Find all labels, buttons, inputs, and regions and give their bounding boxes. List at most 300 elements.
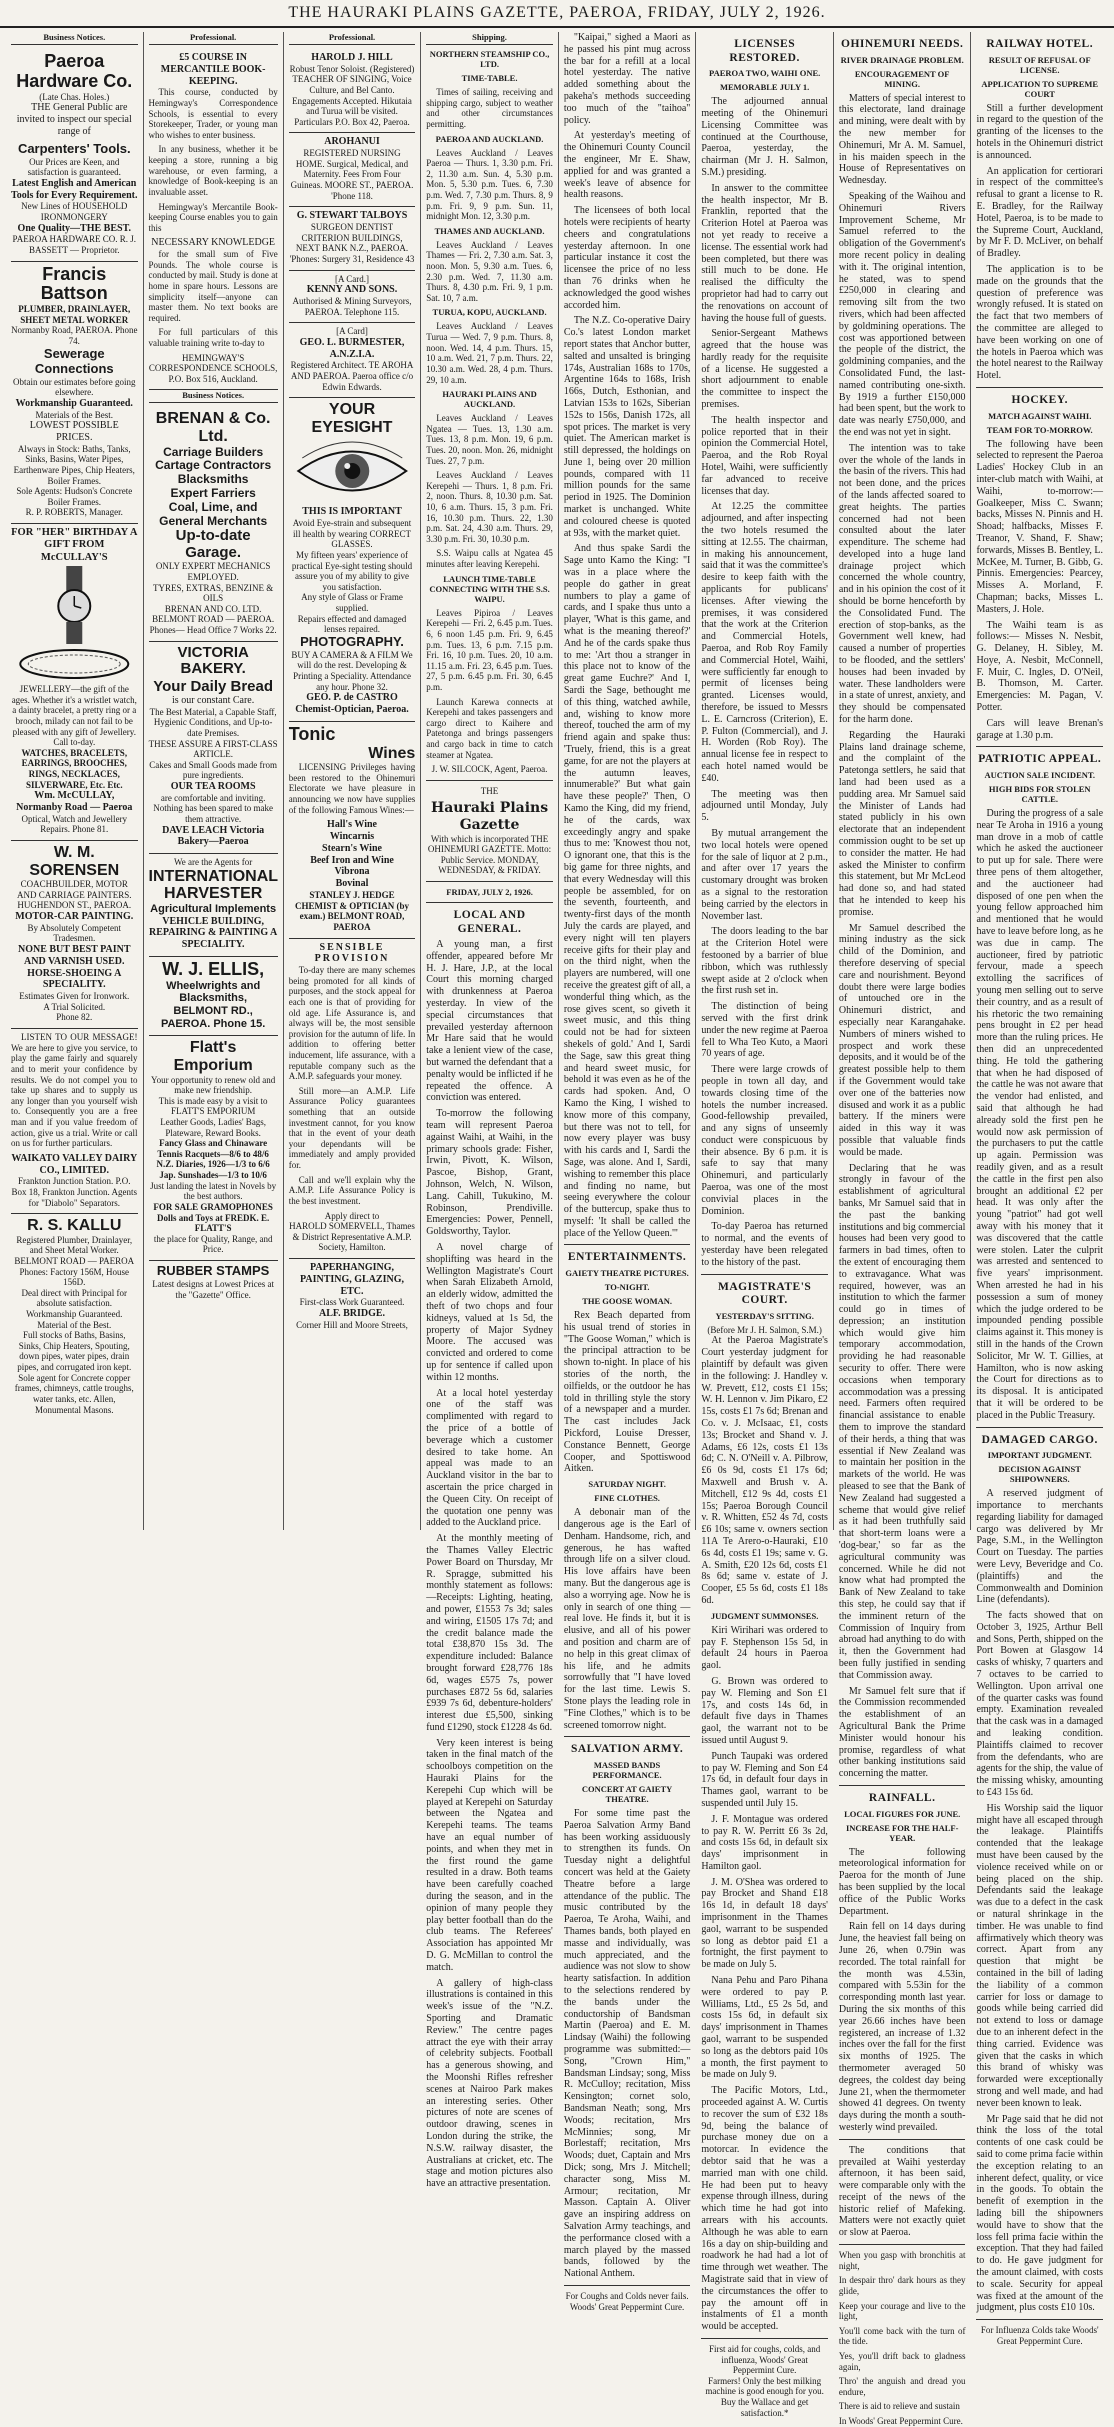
gazette-the: THE xyxy=(480,785,499,796)
divider xyxy=(839,2244,966,2245)
article-subtitle: LOCAL FIGURES FOR JUNE. xyxy=(844,1808,961,1819)
poem-line: In despair thro' dark hours as they glide, xyxy=(838,2275,966,2296)
article-paragraph: At the Paeroa Magistrate's Court yesterday judgment for plaintiff by default was given in the following: J. Handley v. W. Prevett, £12, costs £1 15s; W. H. Lennon v. Jim Pikaro, £2 15s, costs £1 7s 6d; Brenan and Co. v. J. McIsaac, £1, costs 13s; Brocket and Shand v. J. Adams, £6 12s, costs £1 13s 6d; C. N. O'Neill v. A. Pilbrow, £6 0s 9d, costs £1 17s 6d; Maxwell and Brush v. A. Mitchell, £12 9s 4d, costs £1 15s; Paeroa Borough Council v. R. Whitten, £52 4s 7d, costs £6 10s; same v. owners section 11A Te Arero-o-Hauraki, £10 6s 4d, costs £1 19s; same v. G. A. Smith, £20 12s 6d, costs £1 8s 6d; same v. estate of J. Cooper, £5 5s 6d, costs £1 18s 6d. xyxy=(701,1335,828,1606)
route-note: Launch Karewa connects at Kerepehi and takes passengers and cargo direct to Kaihere and Patetonga and brings passengers and cargo back in time to catch steamer at Ngatea. xyxy=(426,696,553,760)
article-subtitle: GAIETY THEATRE PICTURES. xyxy=(565,1268,689,1279)
ad-trial: A Trial Solicited. xyxy=(43,1001,106,1012)
ad-care: is our constant Care. xyxy=(172,694,255,706)
ad-line: Expert Farriers xyxy=(170,486,256,501)
article-paragraph: The application is to be made on the grounds that the question of preference was wrongly refused. It is stated on the fact that two members of the committee are alleged to have been working on one of the hotels in Paeroa which was the hotel nearest to the Railway Hotel. xyxy=(976,263,1104,382)
route-title: LAUNCH TIME-TABLE CONNECTING WITH THE S.S. WAIPU. xyxy=(429,573,550,604)
ad-body: For full particulars of this valuable training write to-day to xyxy=(148,327,278,348)
divider xyxy=(564,1244,691,1245)
poem-line: Yes, you'll drift back to gladness again, xyxy=(838,2350,966,2372)
ad-line: General Merchants xyxy=(159,513,268,528)
poem-line: In Woods' Great Peppermint Cure. xyxy=(838,2416,963,2426)
gazette-date: FRIDAY, JULY 2, 1926. xyxy=(446,886,533,897)
ad-important: THIS IS IMPORTANT xyxy=(302,506,402,518)
article-paragraph: The intention was to take over the whole of the lands in the basin of the rivers. This had not been done, and the prices of the lands affected soared to great heights. The parties concerned had not been consulted about the later expenditure. The scheme had developed into a huge land drainage project which concerned the whole country, and in his opinion the cost of it should be borne henceforth by the Consolidated Fund. The erection of stop-banks, as the Government well knew, had caused a number of properties to be flooded, and the settlers' houses had been invaded by water. These landholders were in a state of unrest, anxiety, and they should be compensated for the harm done. xyxy=(838,442,966,726)
divider xyxy=(426,881,553,882)
ad-title: PAPERHANGING, PAINTING, GLAZING, ETC. xyxy=(300,1261,404,1297)
ad-international-harvester xyxy=(149,854,278,957)
ad-title: RUBBER STAMPS xyxy=(156,1262,270,1278)
ad-deal: Deal direct with Principal for absolute satisfaction. Workmanship Guaranteed. xyxy=(21,1287,127,1320)
article-subtitle: JUDGMENT SUMMONSES. xyxy=(710,1610,819,1621)
ad-paperhanging xyxy=(289,1259,416,1335)
article-subtitle: AUCTION SALE INCIDENT. xyxy=(984,770,1096,781)
column-6 xyxy=(696,32,834,2418)
divider xyxy=(976,1427,1103,1428)
ad-signature: PAEROA HARDWARE CO. R. J. BASSETT — Proprietor. xyxy=(12,234,136,255)
ad-agents: Sole Agents: Hudson's Concrete Boiler Frames. xyxy=(16,486,133,507)
ad-list: WATCHES, BRACELETS, EARRINGS, BROOCHES, RINGS, NECKLACES, SILVERWARE, Etc. Etc. xyxy=(21,747,128,790)
ad-address: BELMONT RD., PAEROA. Phone 15. xyxy=(160,1005,266,1030)
article-paragraph: A young man, a first offender, appeared before Mr H. J. Hare, J.P., at the local Court this morning charged with drunkenness at Paeroa yesterday. In view of the special circumstances that prevailed yesterday afternoon Mr Hare said that he would take a lenient view of the case, but warned the defendant that a penalty would be inflicted if he repeated the offence. A conviction was entered. xyxy=(426,939,553,1104)
ad-latest: Just landing the latest in Novels by the best authors. xyxy=(150,1180,277,1202)
ad-necessary: NECESSARY KNOWLEDGE xyxy=(151,237,276,249)
ad-wine-item: Bovinal xyxy=(335,878,369,890)
ad-body: Latest designs at Lowest Prices at the "Gazette" Office. xyxy=(152,1278,274,1300)
article-paragraph: The Pacific Motors, Ltd., proceeded against A. W. Curtis to recover the sum of £32 18s 9d, being the balance of purchase money due on a motorcar. In evidence the debtor said that he was a married man with one child. He had been put to heavy expense through illness, during which time he had got into arrears with his accounts. Although he was able to earn 16s a day on ship-building and roadwork he had had a lot of time through wet weather. The Magistrate said that in view of the circumstances the offer to pay the amount off in instalments of £1 a month would be accepted. xyxy=(701,2085,828,2333)
ad-tonic-wines xyxy=(289,722,416,939)
article-subtitle: MASSED BANDS PERFORMANCE. xyxy=(592,1759,662,1780)
article-paragraph: His Worship said the liquor might have all escaped through the leakage. Plaintiffs contended that the leakage must have been caused by the violence received while on or being placed on the ship. Defendants said the leakage was due to a defect in the cask or natural shrinkage in the timber. He was unable to find affirmatively which theory was correct. Apart from any question that might be contained in the bill of lading the liability of a common carrier for loss or damage to goods while being carried did not extend to loss or damage due to an inherent defect in the thing carried. Evidence was given that the casks in which this brand of whisky was forwarded were exceptionally strong and well made, and had never been known to leak. xyxy=(976,1802,1104,2109)
ad-body: JEWELLERY—the gift of the ages. Whether it's a wristlet watch, a dainty bracelet, a pretty ring or a brooch, milady can not fail to be pleased with any gift of Jewellery. Call to-day. xyxy=(11,684,137,748)
article-title: MAGISTRATE'S COURT. xyxy=(717,1280,812,1307)
article-title: LICENSES RESTORED. xyxy=(729,38,800,64)
article-paragraph: Declaring that he was strongly in favour of the establishment of agricultural banks, Mr Samuel said that in the past the banking institutions and big commercial houses had been very good to farmers in bad times, often to the extent of encouraging them to extravagance. What was required, however, was an institution to which the farmer could go in times of depression; an institution which would give him temporary accommodation, providing he had reasonable security to offer. There were occasions when temporary accommodation was a pressing need. Farmers often required financial assistance to enable them to improve the standard of their herds, a thing that was essential if New Zealand was to maintain her position in the markets of the world. He was pleased to see that the Bank of New Zealand had suggested a scheme that would give relief as it had been truthfully said that short-term loans were a 'dog-bear,' so far as the agricultural community was concerned. While he did not know what had prompted the Bank of New Zealand to take this step, he could say that if the imminent return of the Commission of Inquiry from abroad had anything to do with it, then the Government had been fully justified in sending that Commission away. xyxy=(838,1162,966,1681)
ad-mccullay xyxy=(11,524,138,841)
ad-title: FOR "HER" BIRTHDAY A GIFT FROM McCULLAY'S xyxy=(11,526,138,563)
ad-sewerage: Sewerage Connections xyxy=(34,345,114,376)
ad-rooms-sub: are comfortable and inviting. Nothing has been spared to make them attractive. xyxy=(153,792,273,825)
article-paragraph: The conditions that prevailed at Waihi yesterday afternoon, it has been said, were comparable only with the receipt of the news of the historic relief of Mafeking. Matters were not exactly quiet or slow at Paeroa. xyxy=(838,2144,966,2239)
ad-phones: Phones: Factory 156M, House 156D. xyxy=(19,1266,130,1288)
ad-shop: This is made easy by a visit to FLATT'S EMPORIUM xyxy=(158,1095,268,1117)
ad-phones: Phones— Head Office 7 Works 22. xyxy=(149,625,277,636)
ad-workmanship: Workmanship Guaranteed. xyxy=(15,397,133,409)
ad-signature: HAROLD SOMERVELL, Thames & District Representative A.M.P. Society, Hamilton. xyxy=(289,1221,415,1253)
ad-body: Registered Architect. TE AROHA AND PAEROA. Paeroa office c/o Edwin Edwards. xyxy=(290,360,414,392)
woods-ad: For Coughs and Colds never fails. Woods' Great Peppermint Cure. xyxy=(565,2290,689,2312)
divider xyxy=(976,387,1103,388)
ad-signature: STANLEY J. HEDGE CHEMIST & OPTICIAN (by exam.) BELMONT ROAD, PAEROA xyxy=(294,890,410,932)
article-paragraph: To-day Paeroa has returned to normal, and the events of yesterday have been relegated to the history of the past. xyxy=(701,1221,828,1268)
article-paragraph: Very keen interest is being taken in the final match of the schoolboys competition on the Hauraki Plains for the Kerepehi Cup which will be played at Kerepehi on Saturday between the Ngatea and Kerepehi teams. The teams have an equal number of points, and when they met in the first round the game resulted in a draw. Both teams have been carefully coached during the season, and in the opinion of many people they play better football than do the club teams. The Referees' Association has appointed Mr D. G. McMillan to control the match. xyxy=(426,1737,553,1973)
ad-gramophones: FOR SALE GRAMOPHONES Dolls and Toys at FREDK. E. FLATT'S xyxy=(153,1201,273,1234)
route-note: S.S. Waipu calls at Ngatea 45 minutes after leaving Kerepehi. xyxy=(426,548,553,570)
ad-title: Flatt's Emporium xyxy=(173,1039,253,1074)
ad-body: Still more—an A.M.P. Life Assurance Policy guarantees something that an outside investment cannot, for you know that in the event of your death your dependants will be immediately and amply provided for. xyxy=(288,1085,416,1171)
article-subtitle: CONCERT AT GAIETY THEATRE. xyxy=(581,1784,673,1805)
ad-body: Any style of Glass or Frame supplied. xyxy=(301,592,403,614)
article-paragraph: Kiri Wirihari was ordered to pay F. Stephenson 15s 5d, in default 24 hours in Paeroa gaol. xyxy=(701,1624,828,1672)
article-subtitle: TEAM FOR TO-MORROW. xyxy=(986,424,1093,435)
ad-new-lines: New Lines of HOUSEHOLD IRONMONGERY xyxy=(21,201,128,222)
article-title: RAILWAY HOTEL. xyxy=(986,38,1094,50)
ad-signature: HEMINGWAY'S CORRESPONDENCE SCHOOLS, P.O. Box 516, Auckland. xyxy=(148,352,278,384)
route-title: HAURAKI PLAINS AND AUCKLAND. xyxy=(442,389,537,410)
article-title: OHINEMURI NEEDS. xyxy=(841,38,964,50)
article-paragraph: Speaking of the Waihou and Ohinemuri Rivers Improvement Scheme, Mr Samuel referred to the obligation of the Government's more recent policy in dealing with it. The original intention, he stated, was to spend £250,000 in clearing and removing silt from the two rivers, which had been affected by goldmining operations. The cost was apportioned between the people of the district, the goldmining companies, and the Consolidated Fund, the last-named contributing one-sixth. By 1919 a further £150,000 had been spent, but the work to date was nearly £750,000, and the end was not yet in sight. xyxy=(838,190,966,438)
article-subtitle: MATCH AGAINST WAIHI. xyxy=(988,410,1092,421)
ad-address: Corner Hill and Moore Streets, xyxy=(296,1319,408,1330)
shipping-note: Times of sailing, receiving and shipping cargo, subject to weather and other circumstances permitting. xyxy=(426,87,553,129)
woods-ad: First aid for coughs, colds, and influenza, Woods' Great Peppermint Cure. xyxy=(709,2343,821,2376)
ad-cakes: Cakes and Small Goods made from pure ingredients. xyxy=(149,759,277,781)
ad-body: LISTEN TO OUR MESSAGE! We are here to give you service, to play the game fairly and squarely and to merit your confidence by results. We do not compel you to take up shares and to supply us any longer than you yourself wish to. Consequently you are a free man and if you value freedom of action, give us a trial. Write or call on us for further particulars. xyxy=(11,1032,138,1149)
ad-body: REGISTERED NURSING HOME. Surgical, Medical, and Maternity. Fees From Four Guineas. MOORE ST., PAEROA. 'Phone 118. xyxy=(290,148,414,201)
article-subtitle: THE GOOSE WOMAN. xyxy=(582,1296,673,1307)
column-header: Shipping. xyxy=(426,32,553,45)
poem-line: Keep your courage and live to the light, xyxy=(838,2300,966,2322)
article-paragraph: For some time past the Paeroa Salvation Army Band has been working assiduously to strengthen its funds. On Tuesday night a delightful concert was held at the Gaiety Theatre before a large attendance of the public. The music contributed by the Paeroa, Te Aroha, Waihi, and Thames bands, both played en masse and individually, was much appreciated, and the audience was not slow to show hearty satisfaction. In addition to the selections rendered by the bands under the conductorship of Bandsman Martin (Paeroa) and E. M. Lindsay (Waihi) the following programme was submitted:— Song, "Crown Him," Bandsman Lindsay; song, Miss R. McCulloy; recitation, Miss Kensington; cornet solo, Bandsman Neath; song, Mrs Woods; recitation, Mrs McMinnies; song, Mr Borlestaff; recitation, Mrs Woods; duet, Captain and Mrs Dick; song, Mrs J. Mitchell; character song, Miss M. Armour; recitation, Mr Masson. Captain A. Oliver gave an inspiring address on Salvation Army teachings, and the performance closed with a march played by the massed bands, followed by the National Anthem. xyxy=(563,1808,691,2280)
article-subtitle: MEMORABLE JULY 1. xyxy=(719,82,810,93)
article-paragraph: To-morrow the following team will represent Paeroa against Waihi, at Waihi, in the primary schools grade: Fisher, Irwin, Pivott, K. Wilson, Pascoe, Bishop, Grant, Johnson, Welch, N. Wilson, Lang. Cahill, Tukukino, M. Robinson, Prendiville. Emergencies: Power, Pennell, Goldsworthy, Taylor. xyxy=(426,1108,553,1238)
route-title: THAMES AND AUCKLAND. xyxy=(434,225,545,236)
ad-subtitle: (Late Chas. Holes.) xyxy=(39,91,110,102)
ad-trades: COACHBUILDER, MOTOR AND CARRIAGE PAINTERS. HUGHENDON ST., PAEROA. xyxy=(17,879,132,911)
route-rows: Leaves Auckland / Leaves Paeroa — Thurs. 1, 3.30 p.m. Fri. 2, 11.30 a.m. Sun. 4, 5.30 p.m. Mon. 5, 5.30 p.m. Tues. 6, 7.30 p.m. Wed. 7, 7.30 p.m. Thurs. 8, 9 p.m. Fri. 9, 9 p.m. Sun. 11, midnight Mon. 12, 3.30 p.m. xyxy=(426,147,553,222)
article-paragraph: Regarding the Hauraki Plains land drainage scheme, and the complaint of the Patetonga settlers, he said that land had been used as a pudding area. Mr Samuel said the Minister of Lands had stated publicly in his own electorate that an independent commission ought to be set up to consider the matter. He had asked the Minister to confirm this statement, but Mr McLeod had done so, and had stated that he intended to keep his promise. xyxy=(838,729,966,918)
article-title: PATRIOTIC APPEAL. xyxy=(978,753,1102,766)
ad-title: W. J. ELLIS, xyxy=(162,959,265,980)
ad-card: [A Card.] xyxy=(335,273,369,284)
ad-prices: Our Prices are Keen, and satisfaction is guaranteed. xyxy=(27,156,121,178)
ad-wine-item: Wincarnis xyxy=(329,831,375,843)
ad-trades: Wheelwrights and Blacksmiths, xyxy=(166,979,261,1005)
ad-line: Carriage Builders xyxy=(163,444,264,459)
article-paragraph: A gallery of high-class illustrations is contained in this week's issue of the "N.Z. Sporting and Dramatic Review." The centre pages attract the eye with their array of celebrity subjects. Football has a generous showing, and the Moonshi Rifles refresher scenes at Nairoo Park makes an interesting series. Other pictures of note are scenes of outdoor drawing, scenes in London during the strike, the N.S.W. railway disaster, the Australians at cricket, etc. The stage and motion pictures also have an attractive presentation. xyxy=(426,1977,553,2190)
article-paragraph: The adjourned annual meeting of the Ohinemuri Licensing Committee was continued at the Courthouse, Paeroa, yesterday, the chairman (Mr J. H. Salmon, S.M.) presiding. xyxy=(701,96,828,178)
article-paragraph: The health inspector and police reported that in their opinion the Commercial Hotel, Paeroa, and the Rob Royal Hotel, Waihi, were sufficiently far advanced to receive licenses that day. xyxy=(701,414,828,497)
ad-line: Cartage Contractors xyxy=(155,458,272,473)
ad-signature: GEO. P. de CASTRO Chemist-Optician, Paeroa. xyxy=(295,692,409,716)
ad-bread: Your Daily Bread xyxy=(153,677,274,695)
article-paragraph: The distinction of being served with the first drink under the new regime at Paeroa fell to Wha Teo Kuto, a Maori 70 years of age. xyxy=(701,1001,828,1060)
article-paragraph: Cars will leave Brenan's garage at 1.30 p.m. xyxy=(976,717,1104,741)
ad-apply: Apply direct to xyxy=(324,1210,380,1221)
ad-sub: Agricultural Implements xyxy=(150,903,277,916)
article-paragraph: The Waihi team is as follows:— Misses N. Nesbit, G. Delaney, H. Sibley, M. Hoye, A. Nesbit, McConnell, F. Muir, C. Ingles, D. O'Neil, B. Thomson, M. Carter. Emergencies: M. Pagan, V. Potter. xyxy=(976,619,1104,714)
ad-body: This course, conducted by Hemingway's Correspondence Schools, is essential to every Storekeeper, Trader, or young man who wishes to enter business. xyxy=(148,87,278,140)
article-paragraph: Matters of special interest to this electorate, land drainage and mining, were dealt with by the new member for Ohinemuri, Mr A. M. Samuel, in his maiden speech in the House of Representatives on Wednesday. xyxy=(838,92,966,187)
ad-title: G. STEWART TALBOYS xyxy=(296,210,408,222)
ad-agents: We are the Agents for xyxy=(174,857,253,868)
ad-paeroa-hardware xyxy=(11,49,138,262)
ad-wines: Wines xyxy=(368,744,416,762)
ad-trades: PLUMBER, DRAINLAYER, SHEET METAL WORKER xyxy=(18,304,131,325)
ad-title: VICTORIA BAKERY. xyxy=(177,643,249,678)
article-paragraph: During the progress of a sale near Te Aroha in 1916 a young man drove in a mob of cattle which he asked the auctioneer to put up for sale. There were three pens of them altogether, and the auctioneer had disposed of one pen when the young fellow approached him and mentioned that he would have to leave before long, as he was due in camp. The auctioneer, fired by patriotic fervour, made a speech extolling the sacrifices of young men selling out to serve their country, and as a result of his rhetoric the two remaining pens brought in £2 per head more than the ruling prices. He then did an unprecedented thing. He told the gathering that when he had disposed of the cattle he was not aware that the vendor had enlisted, and said that although he had already sold the first pen he would now ask permission of the purchasers to put the cattle up again. Permission was readily given, and as a result the cattle in the first pen also brought an additional £2 per head. It was only after the young "patriot" had got well away with his money that it was discovered that the cattle were stolen. Later the culprit was arrested and sentenced to five years' imprisonment. When arrested he had in his possession a sum of money which the judge ordered to be impounded pending possible claims against it. This money is still in the hands of the Crown Solicitor, Mr W. T. Gillies, at Hamilton, who is now asking the Court for directions as to its disposal. It is anticipated that it will be ordered to be placed in the Public Treasury. xyxy=(976,808,1104,1421)
divider xyxy=(426,902,553,903)
ad-materials: Materials of the Best. xyxy=(35,409,114,420)
article-paragraph: At a local hotel yesterday one of the staff was complimented with regard to the price of a bottle of beverage which a customer desired to take home. An appeal was made to an Auckland visitor in the bar to ascertain the price charged in the Queen City. On receipt of the quotation one penny was added to the Auckland price. xyxy=(426,1387,553,1529)
ad-sub: Frankton Junction Station. P.O. Box 18, Frankton Junction. Agents for "Diabolo" Separators. xyxy=(11,1176,138,1208)
ad-body: In any business, whether it be keeping a store, running a big warehouse, or even farming, a knowledge of Book-keeping is an invaluable asset. xyxy=(148,144,278,197)
article-paragraph: The doors leading to the bar at the Criterion Hotel were festooned by a barrier of blue ribbon, which was ruthlessly swept aside at 2 o'clock when the first rush set in. xyxy=(701,926,828,997)
divider xyxy=(839,1785,966,1786)
column-2 xyxy=(144,32,284,1530)
ad-tools: Carpenters' Tools. xyxy=(17,140,131,156)
article-subtitle: (Before Mr J. H. Salmon, S.M.) xyxy=(707,1324,822,1335)
ad-title: KENNY AND SONS. xyxy=(306,284,398,296)
ad-title: £5 COURSE IN MERCANTILE BOOK-KEEPING. xyxy=(160,52,266,87)
divider xyxy=(564,2285,691,2286)
article-subtitle: TO-NIGHT. xyxy=(604,1282,650,1293)
farmers-ad: Farmers! Only the best milking machine is good enough for you. Buy the Wallace and get satisfaction.* xyxy=(705,2375,824,2418)
ad-rubber-stamps xyxy=(149,1261,278,1305)
ad-est: Estimates Given for Ironwork. xyxy=(19,991,130,1002)
article-subtitle: HIGH BIDS FOR STOLEN CATTLE. xyxy=(988,784,1091,805)
article-paragraph: At 12.25 the committee adjourned, and after inspecting the two hotels resumed the sitting at 12.55. The chairman, in making his announcement, said that it was the committee's desire to keep faith with the applicants for publicans' licenses. After viewing the premises, it was considered that the work at the Criterion and Commercial Hotels, Paeroa, and Rob Roy Family and Commercial Hotel, Waihi, were sufficiently far enough to permit of licenses being granted. Licenses would, therefore, be issued to Messrs L. E. Carncross (Criterion), E. P. Fulton (Commercial), and J. H. Worden (Rob Roy). The annual license fee in respect to each hotel named would be £40. xyxy=(701,501,828,784)
ad-body: Hemingway's Mercantile Book-keeping Course enables you to gain this xyxy=(148,201,278,233)
ad-flatts-emporium xyxy=(149,1036,278,1261)
columns xyxy=(6,32,1108,2426)
ad-stock: Always in Stock: Baths, Tanks, Sinks, Basins, Water Pipes, Earthenware Pipes, Chip Heaters, Boiler Frames. xyxy=(13,443,135,486)
article-subtitle: IMPORTANT JUDGMENT. xyxy=(987,1450,1092,1461)
column-7 xyxy=(834,32,972,2426)
route-rows: Leaves Pipiroa / Leaves Kerepehi — Fri. 2, 6.45 p.m. Tues. 6, 6 noon 1.45 p.m. Fri. 9, 6.45 p.m. Tues. 13, 6 p.m. 7.15 p.m. Fri. 16, 10 p.m. Tues. 20, 10 a.m. 11.15 a.m. Fri. 23, 6.45 p.m. Tues. 27, 5 p.m. 6.45 p.m. Fri. 30, 6.45 p.m. xyxy=(426,607,553,692)
article-paragraph: "Kaipai," sighed a Maori as he passed his pint mug across the bar for a refill at a local hotel yesterday. The native added something about the pakeha's methods succeeding too much of the "taihoa" policy. xyxy=(563,32,691,126)
eye-illustration xyxy=(289,436,416,506)
woods-ad: For Influenza Colds take Woods' Great Peppermint Cure. xyxy=(980,2325,1099,2346)
ad-buy: BUY A CAMERA & A FILM We will do the rest. Developing & Printing a Speciality. Attendance any hour. Phone 32. xyxy=(291,649,413,692)
ad-card: [A Card] xyxy=(336,326,368,337)
shipping-signature: J. W. SILCOCK, Agent, Paeroa. xyxy=(431,764,548,775)
ad-kenny xyxy=(289,271,416,324)
ad-body: To-day there are many schemes being promoted for all kinds of purposes, and the stock appeal for each one is that of providing for old age. Life Assurance is, and always will be, the most sensible provision for the autumn of life. In addition to offering better inducement, life assurance, with a reputable company such as the A.M.P. safeguards your money. xyxy=(288,965,416,1082)
ad-rooms: OUR TEA ROOMS xyxy=(170,781,256,792)
article-paragraph: And thus spake Sardi the Sage unto Kamo the King: "I was in a place where the people do gather in great numbers to play a game of cards, and I spake thus unto a player, 'What is this game, and what is the meaning thereof?' And he of the cards spake thus to me: 'Art thou a stranger in this place not to know of the great game Euchre?' And I, Sardi the Sage, bethought me of this thing, watched awhile, and, wishing to know more thereof, touched the arm of my friend again and spake thus: 'Truely, friend, this is a great game, for are not the players at the autumn leaves, innumerable?' But what gain have these people?' Then, O Kamo the King, did my friend, he of the cards, wax exceedingly angry and spake thus to me: 'Knowest thou not, O ignorant one, that this is the big game for three nights, and that every Wednesday will this people be assembled, for on the seventh, fourteenth, and twenty-first days of the month July the cards are played, and every night will ten players receive gifts for their play and on the third night, when the players are numbered, will one receive the greatest gift of all, a wonderful thing which, as the rose gives scent, so giveth it sweet music, and this thing could not be had for sixteen shekels of gold.' And I, Sardi the Sage, saw this great thing and heard sweet music, for behold it was even as he of the cards had spoken. And, O Kamo the King, I wished to know more of this company, but there was not to tell, for now every player was busy with his cards and I, Sardi the Sage, was alone. And I, Sardi, wishing to remember this place and finding no name, but seeing everywhere the colour of the buttercup, spake thus to myself: 'It shall be called the place of the Yellow Queen.'" xyxy=(563,543,691,1239)
ad-fancy: Fancy Glass and Chinaware Tennis Racquets—8/6 to 48/6 N.Z. Diaries, 1926—1/3 to 6/6 Jap. Sunshades—1/3 to 10/6 xyxy=(156,1138,270,1181)
column-4 xyxy=(421,32,559,2190)
ad-title: Paeroa Hardware Co. xyxy=(16,51,133,91)
divider xyxy=(426,780,553,781)
poem-line: There is aid to relieve and sustain xyxy=(838,2401,960,2412)
article-paragraph: Mr Samuel felt sure that if the Commission recommended the establishment of an Agricultural Bank the Prime Minister would honour his promise, regardless of what other banking institutions said concerning the matter. xyxy=(838,1685,966,1780)
ad-eyesight xyxy=(289,398,416,722)
ad-goods: Leather Goods, Ladies' Bags, Plateware, Reward Books. xyxy=(160,1117,267,1138)
ad-sub: Optical, Watch and Jewellery Repairs. Phone 81. xyxy=(21,813,128,835)
article-paragraph: Still a further development in regard to the question of the granting of the licenses to the hotels in the Ohinemuri district is announced. xyxy=(976,102,1104,161)
column-header: Business Notices. xyxy=(149,390,278,403)
ad-best: The Best Material, a Capable Staff, Hygienic Conditions, and Up-to-date Premises. xyxy=(149,706,277,738)
ad-motor: MOTOR-CAR PAINTING. xyxy=(15,911,134,923)
ad-body: LICENSING Privileges having been restored to the Ohinemuri Electorate we have pleasure in announcing we now have supplies of the following Famous Wines:— xyxy=(288,762,416,815)
route-rows: Leaves Auckland / Leaves Kerepehi — Thurs. 1, 8 p.m. Fri. 2, noon. Thurs. 8, 10.30 p.m. Sat. 10, 6 a.m. Thurs. 15, 3 p.m. Fri. 16, 10.30 p.m. Thurs. 22, 1.30 p.m. Sat. 24, 4.30 a.m. Thurs. 29, 3.30 p.m. Fri. 30, 10.30 p.m. xyxy=(426,470,553,544)
ad-sorensen xyxy=(11,841,138,1029)
ad-material: Material of the Best. xyxy=(37,1319,112,1330)
article-paragraph: The licensees of both local hotels were recipients of hearty cheers and congratulations yesterday afternoon. In one particular instance it cost the licensee the price of no less than 76 drinks when he acknowledged the good wishes accorded him. xyxy=(563,205,691,311)
article-paragraph: A debonair man of the dangerous age is the Earl of Denham. Handsome, rich, and generous, he has wafted through life on a silver cloud. His love affairs have been many. But the dangerous age is also a worrying age. Now he is only in search of one thing —real love. He finds it, but it is elusive, and all of his power and position and charm are of no help in this great climax of his life, and he admits sorrowfully that "I have loved for the last time. Lewis S. Stone plays the leading role in "Fine Clothes," which is to be screened tomorrow night. xyxy=(563,1507,691,1731)
ad-address: BELMONT ROAD — PAEROA xyxy=(14,1256,135,1266)
article-paragraph: At yesterday's meeting of the Ohinemuri County Council the engineer, Mr E. Shaw, applied for and was granted a week's leave of absence for health reasons. xyxy=(563,130,691,201)
ad-body: Your opportunity to renew old and make new friendship. xyxy=(150,1074,276,1096)
ad-name: WAIKATO VALLEY DAIRY CO., LIMITED. xyxy=(11,1152,138,1176)
column-header: Professional. xyxy=(289,32,416,45)
ad-title: W. M. SORENSEN xyxy=(29,844,120,879)
article-subtitle: DECISION AGAINST SHIPOWNERS. xyxy=(998,1464,1081,1485)
ad-body: Call and we'll explain why the A.M.P. Life Assurance Policy is the best investment. xyxy=(288,1174,416,1206)
article-paragraph: G. Brown was ordered to pay W. Fleming and Son £1 17s, and costs 14s 6d, in default five days in Thames gaol, the warrant not to be issued until August 9. xyxy=(701,1675,828,1746)
route-rows: Leaves Auckland / Leaves Thames — Fri. 2, 7.30 a.m. Sat. 3, noon. Mon. 5, 9.30 a.m. Tues. 6, 2.30 p.m. Wed. 7, 11.30 a.m. Thurs. 8, 4.30 p.m. Fri. 9, 1 p.m. Sat. 10, 7 a.m. xyxy=(426,239,553,303)
ad-paint: NONE BUT BEST PAINT AND VARNISH USED. xyxy=(18,944,131,967)
article-paragraph: Rain fell on 14 days during June, the heaviest fall being on June 26, when 0.79in was recorded. The total rainfall for the month was 4.53in, compared with 5.53in for the corresponding month last year. During the six months of this year 26.66 inches have been registered, an increase of 1.32 inches over the fall for the first six months of 1925. The thermometer averaged 50 degrees, the coldest day being June 21, when the thermometer showed 41 degrees. On twenty days during the month a south-westerly wind prevailed. xyxy=(838,1921,966,2133)
divider xyxy=(976,2319,1103,2320)
ad-title: YOUR EYESIGHT xyxy=(311,401,393,436)
poem-line: When you gasp with bronchitis at night, xyxy=(838,2250,966,2271)
ad-manager: R. P. ROBERTS, Manager. xyxy=(25,507,123,518)
article-title: RAINFALL. xyxy=(868,1791,936,1804)
ad-body: Repairs effected and damaged lenses repaired. xyxy=(297,613,407,635)
ad-latest: Latest English and American Tools for Every Requirement. xyxy=(11,177,138,201)
ad-body: Robust Tenor Soloist. (Registered) TEACHER OF SINGING, Voice Culture, and Bel Canto. Engagements Accepted. Hikutaia and Turua will be visited. Particulars P.O. Box 42, Paeroa. xyxy=(289,63,415,127)
ad-sensible-provision xyxy=(289,939,416,1259)
ad-address: Normanby Road, PAEROA. Phone 74. xyxy=(11,325,138,347)
column-1 xyxy=(6,32,144,1530)
article-title: SALVATION ARMY. xyxy=(570,1743,684,1756)
ad-garage: Up-to-date Garage. xyxy=(175,527,251,561)
article-paragraph: A novel charge of shoplifting was heard in the Wellington Magistrate's Court when Sarah Elizabeth Arnold, an elderly widow, admitted the theft of two chops and four kidneys, valued at 1s 5d, the property of Major Sydney Moore. The accused was convicted and ordered to come up for sentence if called upon within 12 months. xyxy=(426,1242,553,1383)
route-rows: Leaves Auckland / Leaves Turua — Wed. 7, 9 p.m. Thurs. 8, noon. Wed. 14, 4 p.m. Thurs. 15, 10 a.m. Wed. 21, 7 p.m. Thurs. 22, 10.30 a.m. Wed. 28, 4 p.m. Thurs. 29, 10 a.m. xyxy=(426,321,553,385)
column-header: Professional. xyxy=(149,32,278,45)
ad-arohanui xyxy=(289,133,416,207)
ad-ellis xyxy=(149,957,278,1036)
article-paragraph: Mr Samuel described the mining industry as the sick child of the Dominion, and therefore deserving of special care and nourishment. Beyond doubt there were large bodies of untouched ore in the Ohinemuri district, and especially near Karangahake. Numbers of miners wished to prospect and work these deposits, and it would be of the greatest possible help to them if the Government would take over one of the batteries now disused and work it as a public battery. If the miners were aided in this way it was possible that valuable finds would be made. xyxy=(838,922,966,1158)
ad-title: AROHANUI xyxy=(324,136,380,148)
article-paragraph: Nana Pehu and Paro Pihana were ordered to pay P. Williams, Ltd., £5 2s 5d, and costs 15s 6d, in default six days' imprisonment in Thames gaol, warrant to be suspended so long as the debtors paid 10s a month, the first payment to be made on July 9. xyxy=(701,1975,828,2081)
article-subtitle: INCREASE FOR THE HALF-YEAR. xyxy=(845,1822,959,1843)
ad-body: SURGEON DENTIST CRITERION BUILDINGS, NEXT BANK N.Z., PAEROA. 'Phones: Surgery 31, Residence 43 xyxy=(289,222,415,264)
watch-illustration xyxy=(11,564,138,684)
column-8 xyxy=(971,32,1108,2346)
article-subtitle: FINE CLOTHES. xyxy=(594,1493,660,1504)
article-title: DAMAGED CARGO. xyxy=(981,1433,1098,1446)
article-paragraph: Senior-Sergeant Mathews agreed that the house was hardly ready for the requisite of a license. He suggested a short adjournment to enable the committee to inspect the premises. xyxy=(701,328,828,411)
ad-brenan xyxy=(149,407,278,641)
ad-estimates: Obtain our estimates before going elsewhere. xyxy=(13,376,136,398)
article-paragraph: J. M. O'Shea was ordered to pay Brocket and Shand £18 16s 1d, in default 18 days' imprisonment in the Thames gaol, warrant to be suspended so long as debtor paid £1 a fortnight, the first payment to be made on July 5. xyxy=(701,1876,828,1971)
ad-comp: By Absolutely Competent Tradesmen. xyxy=(27,922,122,944)
article-paragraph: Mr Page said that he did not think the loss of the total contents of one cask could be said to come prima facie within the exception relating to an inherent defect, quality, or vice in the goods. To obtain the benefit of exemption in the lading bill the shipowners would have to show that the loss fell prima facie within the exception. That they had failed to do. He gave judgment for the amount claimed, with costs to scale. Security for appeal was fixed at the amount of the judgment, plus costs £10 10s. xyxy=(976,2113,1104,2314)
article-paragraph: In answer to the committee the health inspector, Mr B. Franklin, reported that the Criterion Hotel at Paeroa was not yet ready to receive a license. The essential work had been completed, but there was still much to be done. He realised the difficulty the proprietor had had to carry out the renovations on account of having the house full of guests. xyxy=(701,182,828,324)
divider xyxy=(976,746,1103,747)
ad-prices: LOWEST POSSIBLE PRICES. xyxy=(29,420,119,443)
gazette-sub: With which is incorporated THE OHINEMURI GAZETTE. Motto: Public Service. MONDAY, WEDNESDAY, & FRIDAY. xyxy=(427,833,552,876)
article-subtitle: YESTERDAY'S SITTING. xyxy=(715,1310,814,1321)
ad-build: VEHICLE BUILDING, REPAIRING & PAINTING A SPECIALITY. xyxy=(149,915,278,951)
ad-first: THESE ASSURE A FIRST-CLASS ARTICLE. xyxy=(148,738,278,760)
article-subtitle: RIVER DRAINAGE PROBLEM. xyxy=(840,54,964,65)
article-paragraph: At the monthly meeting of the Thames Valley Electric Power Board on Thursday, Mr R. Spragge, submitted his monthly statement as follows:—Receipts: Lighting, heating, and power, £1553 7s 3d; sales and wiring, £1505 17s 7d; and the credit balance made the total £38,870 15s 3d. The expenditure included: Balance brought forward £28,776 18s 6d, wages £575 7s, power purchases £872 5s 6d, salaries £939 7s 6d, debenture-holders' interest due £5,500, sinking fund £1290, stock £1228 4s 6d. xyxy=(426,1533,553,1733)
ad-title: HAROLD J. HILL xyxy=(311,52,393,64)
article-paragraph: An application for certiorari in respect of the committee's refusal to grant a license to R. E. Bradley, for the Railway Hotel, Paeroa, is to be made to the Supreme Court, Auckland, by Mr F. D. McLiver, on behalf of Bradley. xyxy=(976,165,1104,260)
gazette-title: Hauraki Plains Gazette xyxy=(430,800,549,833)
divider xyxy=(701,1274,828,1275)
route-title: TURUA, KOPU, AUCKLAND. xyxy=(432,307,547,318)
route-rows: Leaves Auckland / Leaves Ngatea — Tues. 13, 1.30 a.m. Tues. 13, 8 p.m. Mon. 19, 6 p.m. Tues. 20, noon. Mon. 26, midnight Tues. 27, 7 p.m. xyxy=(426,413,553,466)
ad-harold-hill xyxy=(289,49,416,133)
column-5 xyxy=(559,32,697,2312)
ad-waikato-dairy xyxy=(11,1029,138,1214)
ad-victoria-bakery xyxy=(149,642,278,855)
article-paragraph: The facts showed that on October 3, 1925, Arthur Bell and Sons, Perth, shipped on the Port Bowen at Glasgow 14 casks of whisky, 7 quarters and 7 octaves to be carried to Wellington. Upon arrival one of the quarter casks was found empty. Examination revealed that the cask was in a damaged and leaking condition. Plaintiffs claimed to recover from the defendants, who are agents for the ship, the value of the missing whisky, amounting to £43 15s 6d. xyxy=(976,1610,1104,1799)
ad-wine-item: Vibrona xyxy=(334,866,370,878)
article-subtitle: PAEROA TWO, WAIHI ONE. xyxy=(709,68,821,79)
masthead: THE HAURAKI PLAINS GAZETTE, PAEROA, FRIDAY, JULY 2, 1926. xyxy=(0,0,1114,28)
section-title: NORTHERN STEAMSHIP CO., LTD. xyxy=(429,49,550,70)
poem-line: Thro' the anguish and dread you endure, xyxy=(838,2376,966,2397)
ad-wine-item: Beef Iron and Wine xyxy=(310,854,394,866)
divider xyxy=(564,1736,691,1737)
article-paragraph: The N.Z. Co-operative Dairy Co.'s latest London market report states that Anchor butter, salted and unsalted is bringing 174s, Australian 168s to 170s, Argentine 164s to 168s, Irish 166s, Dutch, Esthonian, and Latvian 153s to 162s, Siberian 152s to 156s, Danish 172s, all spot prices. The market is very quiet. The American market is still depressed, the holdings on June 1, being over 20 million pounds, compared with 11 million pounds for the same period in 1925. The Dominion market is unchanged. White and coloured cheese is quoted at 93s, with the market quiet. xyxy=(563,315,691,539)
ad-place: the place for Quality, Range, and Price. xyxy=(153,1233,273,1255)
ad-burmester xyxy=(289,323,416,398)
ad-title: BRENAN & Co. Ltd. xyxy=(155,410,271,446)
divider xyxy=(701,2338,828,2339)
ad-mechanics: ONLY EXPERT MECHANICS EMPLOYED. xyxy=(155,561,271,583)
ad-tyres: TYRES, EXTRAS, BENZINE & OILS xyxy=(153,582,274,604)
ad-wine-item: Hall's Wine xyxy=(327,819,377,831)
ad-kallu xyxy=(11,1214,138,1420)
ad-body: My fifteen years' experience of practical Eye-sight testing should assure you of my ability to give you satisfaction. xyxy=(291,550,413,592)
ad-line: Blacksmiths xyxy=(177,472,249,487)
article-paragraph: Rex Beach departed from his usual trend of stories in "The Goose Woman," which is the principal attraction to be shown to-night. In place of his stories of the north, the oilfields, or the outdoor he has told in thrilling style the story of a newspaper and a murder. The cast includes Jack Pickford, Louise Dresser, Constance Bennett, George Cooper, and Spottiswood Aitken. xyxy=(563,1310,691,1475)
ad-wine-item: Stearn's Wine xyxy=(322,842,382,854)
ad-stock: Full stocks of Baths, Basins, Sinks, Chip Heaters, Spouting, down pipes, water pipes, drain pipes, and corrugated iron kept. xyxy=(17,1330,132,1373)
article-paragraph: The following have been selected to represent the Paeroa Ladies' Hockey Club in an inter-club match with Waihi, at Waihi, to-morrow:— Goalkeeper, Miss C. Swann; backs, Misses N. Pinnis and H. Shoad; halfbacks, Misses F. Treanor, V. Shand, F. Shaw; forwards, Misses B. Bentley, L. McKee, M. Turner, B. Gibb, G. Pinnis. Emergencies: Pearcey, Misses A. Morland, F. Chapman; backs, Misses L. Masters, J. Hole. xyxy=(976,438,1104,615)
poem-line: You'll come back with the turn of the tide. xyxy=(838,2325,966,2347)
ad-title: R. S. KALLU xyxy=(27,1217,122,1235)
ad-guarantee: First-class Work Guaranteed. xyxy=(299,1297,405,1308)
article-paragraph: A reserved judgment of importance to merchants regarding liability for damaged cargo was delivered by Mr Page, S.M., in the Wellington Court on Tuesday. The parties were Levy, Beveridge and Co. (plaintiffs) and the Commonwealth and Dominion Line (defendants). xyxy=(976,1488,1104,1606)
ad-body: Authorised & Mining Surveyors, PAEROA. Telephone 115. xyxy=(292,295,412,317)
section-sub: TIME-TABLE. xyxy=(461,73,518,84)
ad-francis-battson xyxy=(11,262,138,524)
ad-bookkeeping xyxy=(149,49,278,390)
ad-talboys xyxy=(289,207,416,270)
ad-signature: BRENAN AND CO. LTD. BELMONT ROAD — PAEROA. xyxy=(152,603,275,625)
ad-photo: PHOTOGRAPHY. xyxy=(300,633,404,649)
article-title: HOCKEY. xyxy=(1011,393,1068,406)
ad-title: Tonic xyxy=(288,723,336,744)
article-paragraph: There were large crowds of people in town all day, and towards closing time of the hotels the number increased. Good-fellowship prevailed, and any signs of unseemly conduct were conspicuous by their absence. By 6 p.m. it is safe to say that many Ohinemuri, and particularly Paeroa, was one of the most convivial places in the Dominion. xyxy=(701,1064,828,1217)
ad-title: INTERNATIONAL HARVESTER xyxy=(148,867,279,903)
article-paragraph: The following meteorological information for Paeroa for the month of June has been supplied by the local office of the Public Works Department. xyxy=(838,1846,966,1917)
ad-name: Wm. McCULLAY, Normanby Road — Paeroa xyxy=(16,790,133,813)
article-subtitle: RESULT OF REFUSAL OF LICENSE. xyxy=(988,54,1091,75)
ad-body: THE General Public are invited to inspect our special range of xyxy=(16,102,132,137)
column-header: Business Notices. xyxy=(11,32,138,45)
ad-phone: Phone 82. xyxy=(56,1012,93,1023)
article-subtitle: APPLICATION TO SUPREME COURT xyxy=(981,78,1099,99)
ad-title: Francis Battson xyxy=(40,263,108,304)
ad-trades: Registered Plumber, Drainlayer, and Sheet Metal Worker. xyxy=(16,1234,133,1256)
article-paragraph: The meeting was then adjourned until Monday, July 5. xyxy=(701,788,828,824)
article-title: ENTERTAINMENTS. xyxy=(567,1251,687,1264)
article-paragraph: Punch Taupaki was ordered to pay W. Fleming and Son £4 17s 6d, in default four days in Thames gaol, warrant to be suspended until July 15. xyxy=(701,1750,828,1809)
article-paragraph: By mutual arrangement the two local hotels were opened for the sale of liquor at 2 p.m., and after over 17 years the customary drought was broken as a signal to the restoration being carried by the electors in November last. xyxy=(701,827,828,922)
ad-name: ALF. BRIDGE. xyxy=(318,1307,386,1319)
ad-agent: Sole agent for Concrete copper frames, chimneys, cattle troughs, water tanks, etc. Allen, Monumental Masons. xyxy=(14,1372,134,1415)
ad-horse: HORSE-SHOEING A SPECIALITY. xyxy=(27,967,122,991)
ad-line: Coal, Lime, and xyxy=(168,499,258,514)
ad-body: for the small sum of Five Pounds. The whole course is conducted by mail. Study is done at home in spare hours. Lessons are simplicity itself—anyone can master them. No text books are required. xyxy=(148,249,278,323)
divider xyxy=(839,2139,966,2140)
article-title: LOCAL AND GENERAL. xyxy=(453,908,526,935)
route-title: PAEROA AND AUCKLAND. xyxy=(435,133,544,144)
